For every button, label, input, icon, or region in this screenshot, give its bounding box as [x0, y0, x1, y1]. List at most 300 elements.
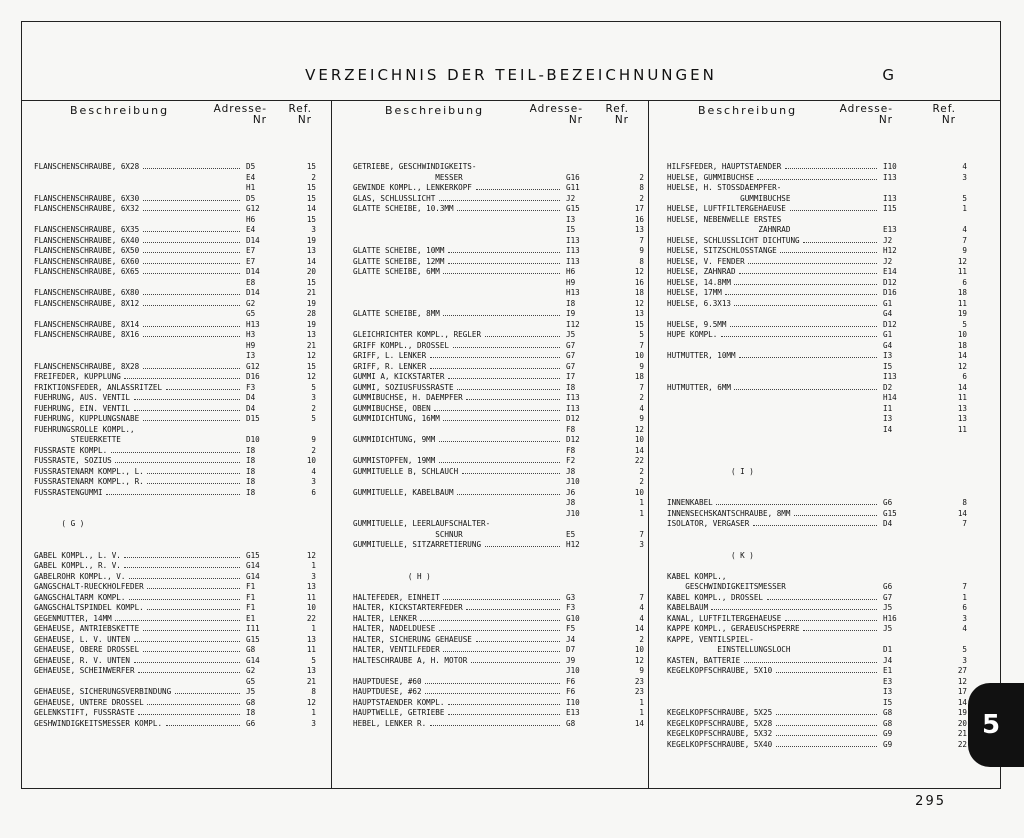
entry-address: H14: [883, 393, 897, 402]
entry-description: HALTER, KICKSTARTERFEDER: [353, 603, 463, 612]
index-entry: [34, 519, 319, 530]
index-entry: [34, 257, 319, 268]
entry-address: I8: [566, 298, 576, 308]
entry-description: GRIFF, L. LENKER: [353, 351, 427, 360]
entry-address: E7: [246, 256, 256, 266]
dot-leader: [134, 399, 240, 400]
entry-address: J4: [883, 655, 893, 665]
entry-description: KANAL, LUFTFILTERGEHAEUSE: [667, 613, 782, 623]
dot-leader: [785, 620, 877, 621]
dot-leader: [439, 462, 560, 463]
entry-description: GRIFF KOMPL., DROSSEL: [353, 340, 450, 350]
entry-description: GANGSCHALTARM KOMPL.: [34, 592, 126, 602]
entry-address: G14: [246, 561, 260, 570]
index-entry: [34, 446, 319, 457]
index-entry: [667, 582, 977, 593]
entry-address: I8: [246, 445, 256, 455]
entry-address: G15: [883, 508, 897, 518]
entry-address: E14: [883, 267, 897, 276]
entry-description: HUELSE, 14.8MM: [667, 277, 732, 287]
entry-description: GABEL KOMPL., R. V.: [34, 561, 121, 570]
index-entry: [353, 603, 644, 614]
entry-ref: 2: [311, 172, 316, 182]
entry-address: F6: [566, 676, 576, 686]
index-entry: [353, 235, 644, 247]
entry-description: GEHAEUSE, SICHERUNGSVERBINDUNG: [34, 687, 172, 696]
entry-address: H13: [566, 288, 580, 297]
dot-leader: [780, 252, 877, 253]
entry-address: I12: [566, 319, 580, 329]
dot-leader: [134, 641, 240, 642]
index-entry: [353, 183, 644, 194]
entry-ref: 23: [634, 687, 644, 696]
entry-ref: 12: [306, 697, 316, 707]
index-entry: [353, 645, 644, 656]
entry-ref: 14: [306, 256, 316, 266]
entry-address: I5: [566, 225, 576, 234]
index-entry: [353, 676, 644, 688]
dot-leader: [744, 662, 877, 663]
entry-address: F8: [566, 424, 576, 434]
entry-ref: 9: [639, 414, 644, 423]
entry-ref: 6: [311, 487, 316, 497]
index-entry: [353, 508, 644, 520]
index-entry: [353, 592, 644, 604]
entry-address: E4: [246, 225, 256, 234]
entry-ref: 5: [962, 645, 967, 654]
dot-leader: [457, 210, 560, 211]
entry-ref: 13: [306, 582, 316, 591]
entry-description: GUMMISTOPFEN, 19MM: [353, 456, 436, 465]
dot-leader: [138, 714, 240, 715]
entry-description: HUELSE, 6.3X13: [667, 298, 732, 308]
entry-address: F1: [246, 582, 256, 591]
index-entry: [667, 372, 977, 383]
entry-description: FLANSCHENSCHRAUBE, 6X30: [34, 193, 140, 203]
entry-ref: 1: [639, 498, 644, 507]
index-entry: [667, 708, 977, 719]
index-entry: [667, 267, 977, 278]
entry-address: D14: [246, 235, 260, 245]
entry-address: H1: [246, 183, 256, 192]
entry-description: FUSSRASTE, SOZIUS: [34, 456, 112, 465]
entry-address: G12: [246, 204, 260, 213]
entry-address: D14: [246, 267, 260, 276]
dot-leader: [767, 599, 877, 600]
entry-description: ( H ): [353, 571, 431, 581]
index-entry: [353, 519, 638, 530]
index-entry: [34, 677, 319, 688]
entry-ref: 3: [962, 655, 967, 665]
entry-address: I8: [566, 382, 576, 392]
entry-ref: 7: [962, 235, 967, 245]
index-entry: [353, 246, 644, 257]
entry-address: D5: [246, 162, 256, 171]
header-address: Adresse- Nr: [213, 103, 267, 126]
entry-ref: 16: [634, 214, 644, 224]
index-frame: [21, 21, 1001, 789]
index-entry: [353, 624, 644, 635]
entry-description: GEWINDE KOMPL., LENKERKOPF: [353, 183, 472, 192]
page-title: VERZEICHNIS DER TEIL-BEZEICHNUNGEN: [305, 66, 717, 84]
index-entry: [34, 225, 319, 236]
entry-description: GEHAEUSE, ANTRIEBSKETTE: [34, 624, 140, 633]
index-entry: [667, 414, 977, 425]
index-entry: [667, 183, 977, 194]
entry-address: J5: [883, 603, 893, 612]
index-entry: [667, 362, 977, 373]
entry-ref: 12: [634, 424, 644, 434]
column-divider-1: [331, 100, 332, 788]
entry-ref: 22: [634, 456, 644, 465]
index-entry: [667, 215, 977, 226]
entry-ref: 10: [306, 603, 316, 612]
index-entry: [34, 656, 319, 667]
entry-address: I5: [883, 361, 893, 371]
index-entry: [667, 330, 977, 341]
entry-description: GRIFF, R. LENKER: [353, 361, 427, 371]
entry-address: D12: [566, 414, 580, 423]
dot-leader: [143, 420, 240, 421]
index-entry: [353, 403, 644, 415]
entry-address: I3: [883, 351, 893, 360]
index-entry: [34, 687, 319, 698]
dot-leader: [443, 273, 560, 274]
entry-address: I13: [566, 256, 580, 266]
index-column-3: [667, 162, 977, 750]
entry-ref: 15: [306, 277, 316, 287]
entry-address: J5: [246, 687, 256, 696]
entry-description: FREIFEDER, KUPPLUNG: [34, 372, 121, 381]
entry-description: GUMMITUELLE, SITZARRETIERUNG: [353, 540, 482, 549]
entry-address: J6: [566, 487, 576, 497]
entry-description: HILFSFEDER, HAUPTSTAENDER: [667, 162, 782, 171]
dot-leader: [803, 242, 877, 243]
dot-leader: [143, 630, 240, 631]
entry-address: G2: [246, 298, 256, 308]
entry-ref: 14: [957, 382, 967, 392]
entry-ref: 7: [639, 340, 644, 350]
entry-ref: 8: [639, 183, 644, 192]
entry-address: F8: [566, 445, 576, 455]
entry-ref: 13: [306, 634, 316, 644]
entry-ref: 15: [306, 193, 316, 203]
index-entry: [667, 561, 977, 572]
dot-leader: [143, 294, 240, 295]
dot-leader: [476, 641, 560, 642]
entry-address: E8: [246, 277, 256, 287]
entry-description: INNENSECHSKANTSCHRAUBE, 8MM: [667, 508, 791, 518]
dot-leader: [448, 714, 560, 715]
entry-description: FUSSRASTENARM KOMPL., R.: [34, 477, 144, 486]
dot-leader: [115, 462, 240, 463]
index-entry: [353, 330, 644, 341]
index-entry: [34, 173, 319, 184]
entry-address: D12: [566, 435, 580, 444]
entry-ref: 14: [957, 351, 967, 360]
dot-leader: [748, 263, 877, 264]
entry-description: KABEL KOMPL.,: [667, 571, 727, 581]
entry-address: H9: [566, 277, 576, 287]
entry-ref: 5: [311, 655, 316, 665]
index-entry: [353, 613, 644, 625]
entry-address: G14: [246, 571, 260, 581]
entry-ref: 13: [634, 309, 644, 318]
index-entry: [34, 278, 319, 289]
entry-address: D5: [246, 193, 256, 203]
index-entry: [34, 414, 319, 425]
dot-leader: [147, 609, 240, 610]
entry-description: GLATTE SCHEIBE, 8MM: [353, 309, 440, 318]
dot-leader: [725, 294, 877, 295]
entry-description: KASTEN, BATTERIE: [667, 655, 741, 665]
entry-description: FUEHRUNG, AUS. VENTIL: [34, 393, 131, 402]
entry-description: FLANSCHENSCHRAUBE, 6X35: [34, 225, 140, 234]
entry-ref: 14: [634, 718, 644, 728]
index-entry: [667, 173, 977, 184]
index-entry: [667, 603, 977, 614]
index-entry: [34, 635, 319, 646]
entry-address: I13: [883, 372, 897, 381]
entry-description: HUTMUTTER, 6MM: [667, 382, 732, 392]
entry-description: HUELSE, 9.5MM: [667, 319, 727, 329]
index-entry: [667, 446, 977, 457]
entry-description: GLATTE SCHEIBE, 12MM: [353, 256, 445, 266]
header-ref: Ref. Nr: [932, 103, 956, 126]
dot-leader: [776, 746, 877, 747]
entry-description: HUELSE, H. STOSSDAEMPFER-: [667, 183, 782, 192]
entry-ref: 7: [639, 382, 644, 392]
index-entry: [34, 267, 319, 278]
entry-description: GUMMIDICHTUNG, 16MM: [353, 414, 440, 423]
index-entry: [667, 666, 977, 677]
entry-description: GLEICHRICHTER KOMPL., REGLER: [353, 330, 482, 339]
entry-ref: 9: [639, 666, 644, 675]
entry-address: G6: [883, 582, 893, 591]
entry-address: J2: [883, 235, 893, 245]
index-entry: [353, 466, 644, 478]
entry-description: HALTER, SICHERUNG GEHAEUSE: [353, 634, 472, 644]
index-entry: [34, 162, 319, 173]
entry-address: E4: [246, 172, 256, 182]
entry-address: E7: [246, 246, 256, 255]
index-entry: [34, 320, 319, 331]
entry-address: G8: [883, 718, 893, 728]
index-entry: [353, 666, 644, 677]
entry-description: KEGELKOPFSCHRAUBE, 5X25: [667, 708, 773, 717]
index-entry: [34, 404, 319, 415]
entry-description: INNENKABEL: [667, 498, 713, 507]
index-entry: [353, 414, 644, 425]
entry-ref: 6: [962, 603, 967, 612]
entry-address: H9: [246, 340, 256, 350]
index-entry: [667, 246, 977, 257]
index-entry: [353, 540, 644, 551]
entry-ref: 4: [639, 613, 644, 623]
dot-leader: [711, 609, 877, 610]
entry-ref: 7: [962, 519, 967, 528]
index-entry: [353, 340, 644, 352]
entry-description: FUEHRUNGSROLLE KOMPL.,: [34, 424, 135, 434]
dot-leader: [175, 693, 240, 694]
entry-ref: 12: [306, 351, 316, 360]
index-entry: [353, 529, 644, 541]
index-entry: [353, 424, 644, 436]
entry-ref: 4: [639, 403, 644, 413]
dot-leader: [134, 410, 240, 411]
entry-ref: 21: [306, 676, 316, 686]
entry-address: G9: [883, 739, 893, 749]
dot-leader: [776, 725, 877, 726]
entry-description: KABELBAUM: [667, 603, 709, 612]
index-entry: [353, 193, 644, 205]
entry-ref: 16: [634, 277, 644, 287]
entry-description: KEGELKOPFSCHRAUBE, 5X28: [667, 718, 773, 728]
dot-leader: [143, 242, 240, 243]
dot-leader: [166, 725, 240, 726]
entry-ref: 18: [957, 340, 967, 350]
dot-leader: [430, 368, 560, 369]
entry-address: J5: [566, 330, 576, 339]
index-entry: [667, 236, 977, 247]
index-entry: [667, 656, 977, 667]
index-entry: [34, 299, 319, 310]
entry-address: D7: [566, 645, 576, 654]
entry-address: I3: [883, 414, 893, 423]
entry-ref: 4: [311, 466, 316, 476]
index-entry: [667, 257, 977, 268]
page-number: 295: [915, 794, 946, 809]
dot-leader: [443, 651, 560, 652]
index-entry: [667, 194, 977, 205]
entry-ref: 19: [306, 298, 316, 308]
dot-leader: [143, 210, 240, 211]
index-entry: [667, 309, 977, 320]
entry-ref: 15: [306, 162, 316, 171]
entry-ref: 27: [957, 666, 967, 675]
index-entry: [667, 519, 977, 530]
entry-ref: 12: [634, 267, 644, 276]
index-entry: [667, 204, 977, 215]
entry-description: FLANSCHENSCHRAUBE, 8X16: [34, 330, 140, 339]
entry-address: G1: [883, 330, 893, 339]
index-entry: [353, 487, 644, 499]
dot-leader: [466, 399, 560, 400]
entry-description: HALTEFEDER, EINHEIT: [353, 592, 440, 602]
entry-ref: 10: [634, 645, 644, 654]
entry-address: D15: [246, 414, 260, 423]
dot-leader: [134, 662, 240, 663]
entry-address: G6: [883, 498, 893, 507]
entry-description: HALTESCHRAUBE A, H. MOTOR: [353, 655, 468, 665]
entry-description: ( G ): [34, 519, 85, 528]
entry-address: D4: [246, 393, 256, 402]
index-entry: [353, 204, 644, 215]
entry-ref: 19: [306, 235, 316, 245]
entry-description: KEGELKOPFSCHRAUBE, 5X32: [667, 729, 773, 738]
index-entry: [667, 488, 977, 499]
index-entry: [353, 708, 644, 719]
index-entry: [353, 372, 644, 383]
entry-ref: 2: [639, 193, 644, 203]
entry-ref: 1: [311, 561, 316, 570]
entry-description: KAPPE, VENTILSPIEL-: [667, 634, 754, 644]
dot-leader: [443, 315, 560, 316]
entry-description: MESSER: [353, 172, 463, 182]
dot-leader: [425, 683, 560, 684]
entry-address: J10: [566, 477, 580, 486]
entry-address: I11: [246, 624, 260, 633]
entry-description: ZAHNRAD: [667, 225, 791, 234]
entry-address: D14: [246, 288, 260, 297]
dot-leader: [448, 378, 560, 379]
index-entry: [34, 572, 319, 583]
entry-address: G8: [246, 645, 256, 654]
entry-description: FLANSCHENSCHRAUBE, 8X14: [34, 319, 140, 329]
entry-description: FLANSCHENSCHRAUBE, 6X40: [34, 235, 140, 245]
index-entry: [34, 509, 319, 520]
entry-address: I8: [246, 487, 256, 497]
entry-ref: 2: [639, 393, 644, 402]
entry-ref: 15: [306, 361, 316, 371]
dot-leader: [776, 735, 877, 736]
entry-address: F3: [246, 382, 256, 392]
entry-description: GUMMIBUCHSE, H. DAEMPFER: [353, 393, 463, 402]
entry-description: FUEHRUNG, EIN. VENTIL: [34, 403, 131, 413]
entry-address: I3: [246, 351, 256, 360]
dot-leader: [143, 252, 240, 253]
index-entry: [353, 687, 644, 698]
entry-ref: 15: [306, 183, 316, 192]
entry-description: HALTER, VENTILFEDER: [353, 645, 440, 654]
dot-leader: [476, 189, 560, 190]
entry-address: H16: [883, 613, 897, 623]
index-entry: [353, 382, 644, 394]
dot-leader: [143, 273, 240, 274]
index-entry: [667, 341, 977, 352]
entry-address: D10: [246, 435, 260, 444]
dot-leader: [443, 599, 560, 600]
entry-description: EINSTELLUNGSLOCH: [667, 645, 791, 654]
dot-leader: [734, 389, 877, 390]
entry-address: I7: [566, 372, 576, 381]
index-entry: [353, 561, 638, 572]
entry-address: E1: [246, 613, 256, 623]
dot-leader: [457, 494, 560, 495]
entry-address: G8: [566, 718, 576, 728]
entry-ref: 22: [957, 739, 967, 749]
entry-ref: 10: [957, 330, 967, 339]
index-entry: [667, 593, 977, 604]
index-entry: [353, 551, 638, 562]
entry-description: GUMMI A, KICKSTARTER: [353, 372, 445, 381]
entry-description: HUELSE, 17MM: [667, 288, 722, 297]
index-entry: [353, 288, 644, 299]
entry-address: I13: [566, 246, 580, 255]
entry-ref: 7: [639, 592, 644, 602]
entry-ref: 18: [634, 288, 644, 297]
index-entry: [667, 498, 977, 509]
index-entry: [667, 456, 977, 467]
entry-ref: 19: [957, 708, 967, 717]
dot-leader: [434, 410, 560, 411]
entry-address: G9: [883, 729, 893, 738]
entry-ref: 10: [634, 435, 644, 444]
dot-leader: [734, 305, 877, 306]
index-entry: [34, 624, 319, 635]
index-entry: [34, 467, 319, 478]
dot-leader: [730, 326, 877, 327]
